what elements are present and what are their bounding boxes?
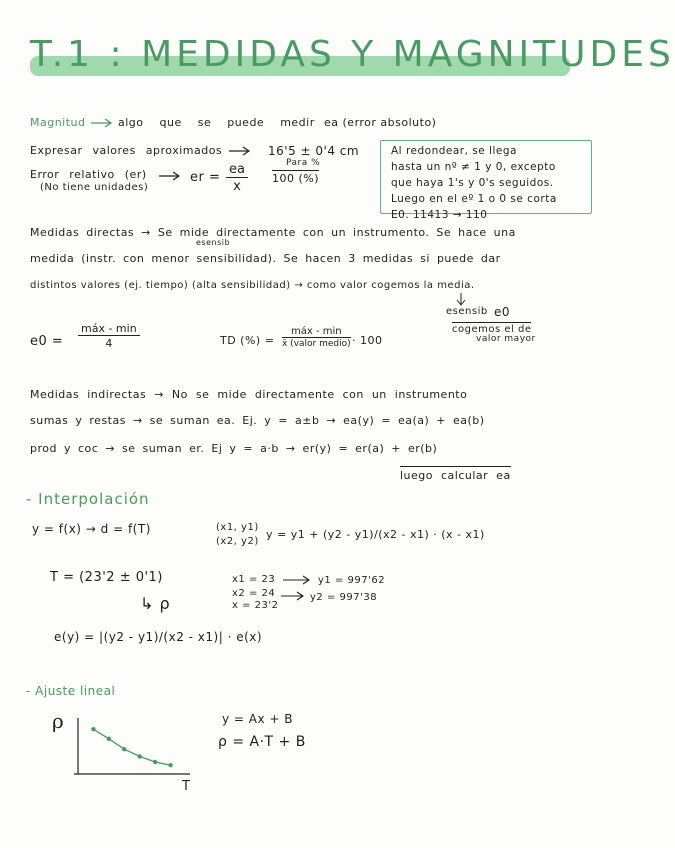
ajuste-eq1: y = Ax + B [222,712,294,726]
td-den: x̄ (valor medio) [282,339,351,349]
data-point [91,727,95,731]
interp-eq1: y = f(x) → d = f(T) [32,522,151,536]
box-line-4: Luego en el eº 1 o 0 se corta [391,193,557,205]
expresar-label: Expresar valores aproximados [30,144,223,157]
interpolacion-heading: - Interpolación [26,490,150,508]
td-times: · 100 [352,334,383,347]
box-line-2: hasta un nº ≠ 1 y 0, excepto [391,161,556,173]
indirectas-luego: luego calcular ea [400,466,511,482]
relativo-fraction [226,162,248,194]
linear-fit-chart [50,709,190,794]
arrow-icon [228,146,252,156]
indirectas-line-1: Medidas indirectas → No se mide directamente con un instrumento [30,388,468,401]
interp-p1: (x1, y1) [216,522,259,533]
directas-e0-right: e0 [494,305,511,319]
relativo-num: ea [226,162,248,178]
interp-rho: ↳ ρ [140,594,171,613]
fit-curve [93,729,170,765]
magnitud-ea: ea (error absoluto) [324,116,437,129]
magnitud-label: Magnitud [30,116,86,129]
interp-x: x = 23'2 [232,600,279,611]
relativo-note: (No tiene unidades) [40,182,149,193]
interp-T: T = (23'2 ± 0'1) [50,570,163,585]
data-point [153,760,157,764]
relativo-er: er = [190,170,221,185]
interp-ey: e(y) = |(y2 - y1)/(x2 - x1)| · e(x) [54,630,263,644]
relativo-pct: 100 (%) [272,172,320,185]
interp-p2: (x2, y2) [216,536,259,547]
e0-den: 4 [105,337,113,350]
page-title: T.1 : MEDIDAS Y MAGNITUDES [30,34,675,75]
data-point [168,763,172,767]
e0-eq: e0 = [30,334,64,349]
directas-line-3: distintos valores (ej. tiempo) (alta sensibilidad) → como valor cogemos la media. [30,280,475,291]
directas-cogemos: cogemos el de [452,324,532,335]
box-line-5: E0. 11413 → 110 [391,209,488,221]
interp-y2: y2 = 997'38 [310,592,378,603]
relativo-label: Error relativo (er) [30,168,147,181]
ajuste-heading: - Ajuste lineal [26,684,116,698]
axis-y-label: ρ [52,709,64,733]
rounding-note-box [380,140,592,221]
e0-fraction [78,322,140,350]
arrow-icon [282,574,312,586]
e0-num: máx - min [78,322,140,336]
data-points [91,727,173,767]
box-line-3: que haya 1's y 0's seguidos. [391,177,554,189]
interp-x1: x1 = 23 [232,574,276,585]
indirectas-prod: prod y coc → se suman er. Ej y = a·b → er(y) = er(a) + er(b) [30,442,438,455]
down-arrow-icon [456,292,466,306]
expresar-value: 16'5 ± 0'4 cm [268,144,360,158]
data-point [138,754,142,758]
directas-line-1: Medidas directas → Se mide directamente con un instrumento. Se hace una [30,226,516,239]
directas-line-2: medida (instr. con menor sensibilidad). Se hacen 3 medidas si puede dar [30,252,501,265]
interp-formula: y = y1 + (y2 - y1)/(x2 - x1) · (x - x1) [266,528,485,541]
magnitud-text: algo que se puede medir [118,116,315,129]
directas-mayor: valor mayor [476,334,536,344]
directas-esensib-2: esensib [446,306,488,317]
directas-esensib: esensib [196,238,231,247]
relativo-den: x [233,179,241,194]
td-fraction [282,326,351,349]
td-label: TD (%) = [220,334,275,347]
interp-x2: x2 = 24 [232,588,276,599]
arrow-icon [158,171,182,181]
indirectas-sumas: sumas y restas → se suman ea. Ej. y = a±b → ea(y) = ea(a) + ea(b) [30,414,485,427]
td-num: máx - min [282,326,351,338]
box-line-1: Al redondear, se llega [391,145,517,157]
data-point [122,747,126,751]
arrow-icon [280,590,306,602]
axis-x-label: T [182,779,190,794]
data-point [107,737,111,741]
ajuste-eq2: ρ = A·T + B [218,734,306,750]
relativo-para: Para % [286,158,321,168]
arrow-icon [90,118,114,128]
interp-y1: y1 = 997'62 [318,575,386,586]
